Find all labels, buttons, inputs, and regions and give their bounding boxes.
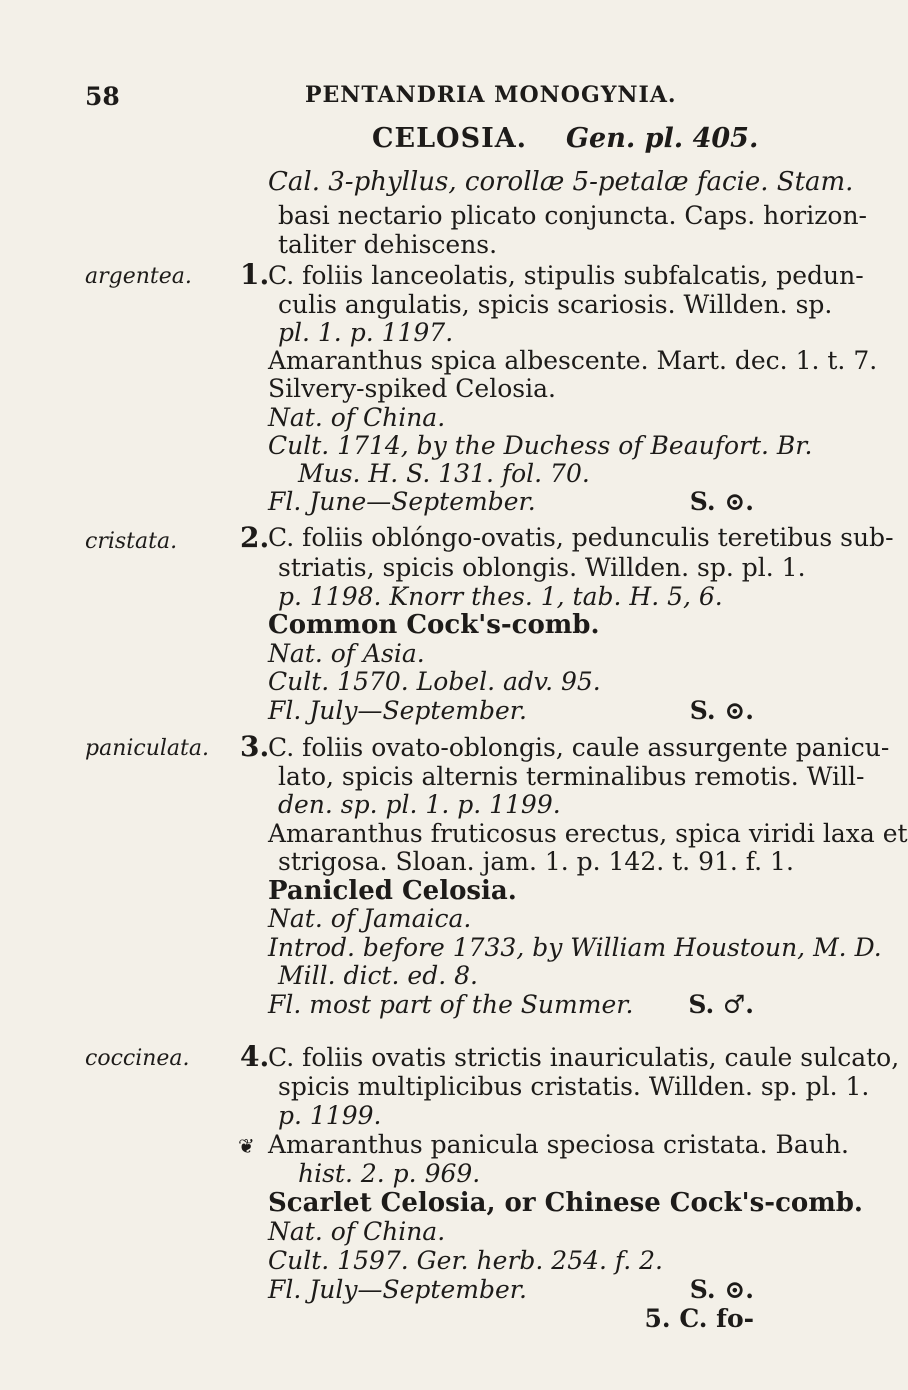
species-margin-name: coccinea. [85,1046,190,1071]
margin-ornament-icon: ❦ [238,1134,255,1158]
species-line: Amaranthus spica albescente. Mart. dec. 1. t. 7. [268,346,878,375]
species-line: Nat. of China. [268,1217,446,1246]
species-line: Nat. of Asia. [268,639,425,668]
species-line: Nat. of Jamaica. [268,904,472,933]
species-line: Mus. H. S. 131. fol. 70. [298,459,590,488]
species-margin-name: paniculata. [85,736,209,761]
species-line: Introd. before 1733, by William Houstoun, M. D. [268,933,882,962]
species-line: spicis multiplicibus cristatis. Willden. sp. pl. 1. [278,1072,870,1101]
species-line: Cult. 1714, by the Duchess of Beaufort. Br. [268,431,813,460]
species-line: culis angulatis, spicis scariosis. Willden. sp. [278,290,833,319]
species-line: Scarlet Celosia, or Chinese Cock's-comb. [268,1188,863,1218]
species-line: Amaranthus panicula speciosa cristata. Bauh. [268,1130,849,1159]
species-line: den. sp. pl. 1. p. 1199. [278,790,561,819]
species-line: Amaranthus fruticosus erectus, spica viridi laxa et [268,819,908,848]
species-line: hist. 2. p. 969. [298,1159,481,1188]
description-line: taliter dehiscens. [278,230,498,259]
species-line: Silvery-spiked Celosia. [268,374,556,403]
genus-title: CELOSIA. [372,123,528,154]
flowering-line: Fl. most part of the Summer. [268,990,634,1019]
species-line: C. foliis lanceolatis, stipulis subfalcatis, pedun- [268,261,864,290]
species-line: Nat. of China. [268,403,446,432]
description-line: Cal. 3-phyllus, corollæ 5-petalæ facie. Stam. [268,167,854,197]
habit-symbol: S. ⊙. [689,487,754,516]
running-head: PENTANDRIA MONOGYNIA. [305,82,677,108]
species-line: Mill. dict. ed. 8. [278,961,478,990]
species-line: p. 1199. [278,1101,382,1130]
species-margin-name: argentea. [85,264,192,289]
species-line: Cult. 1597. Ger. herb. 254. f. 2. [268,1246,664,1275]
flowering-line: Fl. July—September. [268,696,527,725]
flowering-line: Fl. June—September. [268,487,536,516]
species-line: pl. 1. p. 1197. [278,318,454,347]
habit-symbol: S. ♂. [688,990,754,1019]
description-line: basi nectario plicato conjuncta. Caps. horizon- [278,201,868,230]
species-line: Cult. 1570. Lobel. adv. 95. [268,667,601,696]
flowering-line: Fl. July—September. [268,1275,527,1304]
habit-symbol: S. ⊙. [689,1275,754,1304]
habit-symbol: S. ⊙. [689,696,754,725]
species-line: Common Cock's-comb. [268,610,600,640]
species-line: C. foliis oblóngo-ovatis, pedunculis teretibus sub- [268,523,894,552]
species-line: striatis, spicis oblongis. Willden. sp. pl. 1. [278,553,806,582]
species-number: 3. [240,730,270,763]
species-line: strigosa. Sloan. jam. 1. p. 142. t. 91. f. 1. [278,847,794,876]
species-number: 1. [240,258,270,291]
species-line: C. foliis ovatis strictis inauriculatis, caule sulcato, [268,1043,900,1072]
species-line: lato, spicis alternis terminalibus remotis. Will- [278,762,865,791]
species-margin-name: cristata. [85,529,178,554]
species-number: 4. [240,1040,270,1073]
species-line: p. 1198. Knorr thes. 1, tab. H. 5, 6. [278,582,723,611]
species-line: Panicled Celosia. [268,876,517,906]
page-number: 58 [85,82,120,111]
species-line: C. foliis ovato-oblongis, caule assurgente panicu- [268,733,890,762]
species-number: 2. [240,521,270,554]
catchword: 5. C. fo- [644,1304,754,1333]
genus-reference: Gen. pl. 405. [566,123,759,154]
